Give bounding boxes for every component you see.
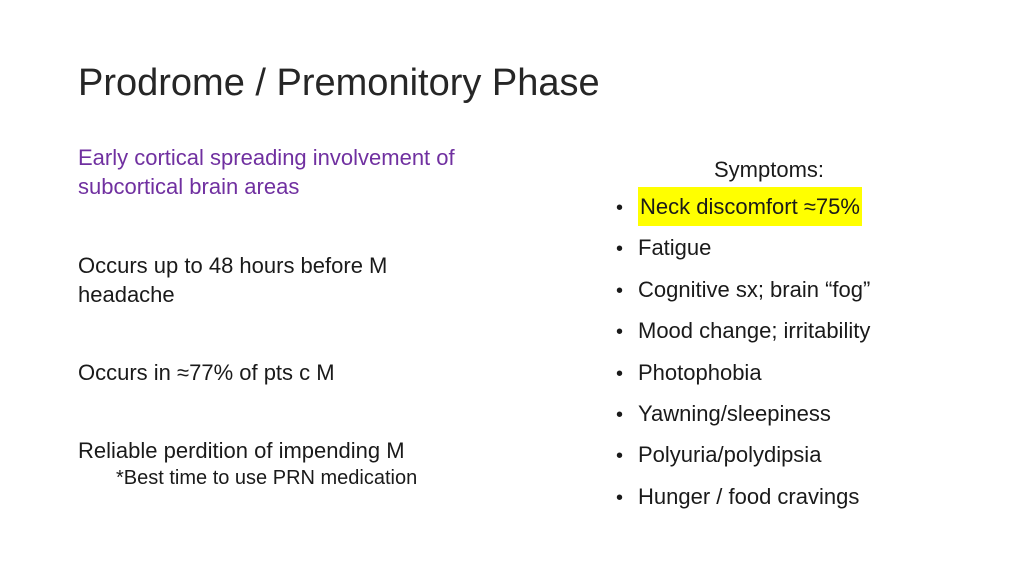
bullet-icon: •: [616, 445, 624, 468]
intro-line-1: Early cortical spreading involvement of: [78, 145, 455, 170]
symptom-label: Cognitive sx; brain “fog”: [638, 276, 871, 302]
symptoms-heading: Symptoms:: [714, 157, 825, 182]
bullet-icon: •: [616, 486, 624, 509]
symptom-item: [616, 353, 996, 394]
left-column: [78, 143, 578, 491]
bullet-icon: •: [616, 404, 624, 427]
intro-line-2: subcortical brain areas: [78, 174, 300, 199]
prevalence-text: Occurs in ≈77% of pts c M: [78, 360, 335, 385]
timing-line-1: Occurs up to 48 hours before M: [78, 253, 388, 278]
symptom-highlighted: Neck discomfort ≈75%: [638, 187, 862, 226]
reliability-text: Reliable perdition of impending M: [78, 438, 405, 463]
bullet-icon: •: [616, 238, 624, 261]
bullet-icon: •: [616, 362, 624, 385]
symptoms-column: [616, 152, 996, 518]
symptom-item: [616, 477, 996, 518]
symptom-item: [616, 187, 996, 228]
symptom-label: Photophobia: [638, 359, 762, 385]
timing-text: [78, 251, 578, 309]
timing-line-2: headache: [78, 282, 175, 307]
intro-text: [78, 143, 578, 201]
bullet-icon: •: [616, 197, 624, 219]
symptom-item: [616, 435, 996, 476]
slide-title: Prodrome / Premonitory Phase: [78, 62, 600, 104]
symptom-item: [616, 394, 996, 435]
bullet-icon: •: [616, 321, 624, 344]
bullet-icon: •: [616, 279, 624, 302]
symptom-label: Polyuria/polydipsia: [638, 442, 822, 468]
symptom-label: Yawning/sleepiness: [638, 401, 831, 427]
symptoms-list: [616, 187, 996, 518]
medication-note: *Best time to use PRN medication: [116, 467, 418, 489]
symptom-label: Mood change; irritability: [638, 318, 871, 344]
symptom-item: [616, 270, 996, 311]
symptom-label: Fatigue: [638, 235, 712, 261]
symptom-item: [616, 228, 996, 269]
symptom-item: [616, 311, 996, 352]
symptom-label: Hunger / food cravings: [638, 483, 860, 509]
